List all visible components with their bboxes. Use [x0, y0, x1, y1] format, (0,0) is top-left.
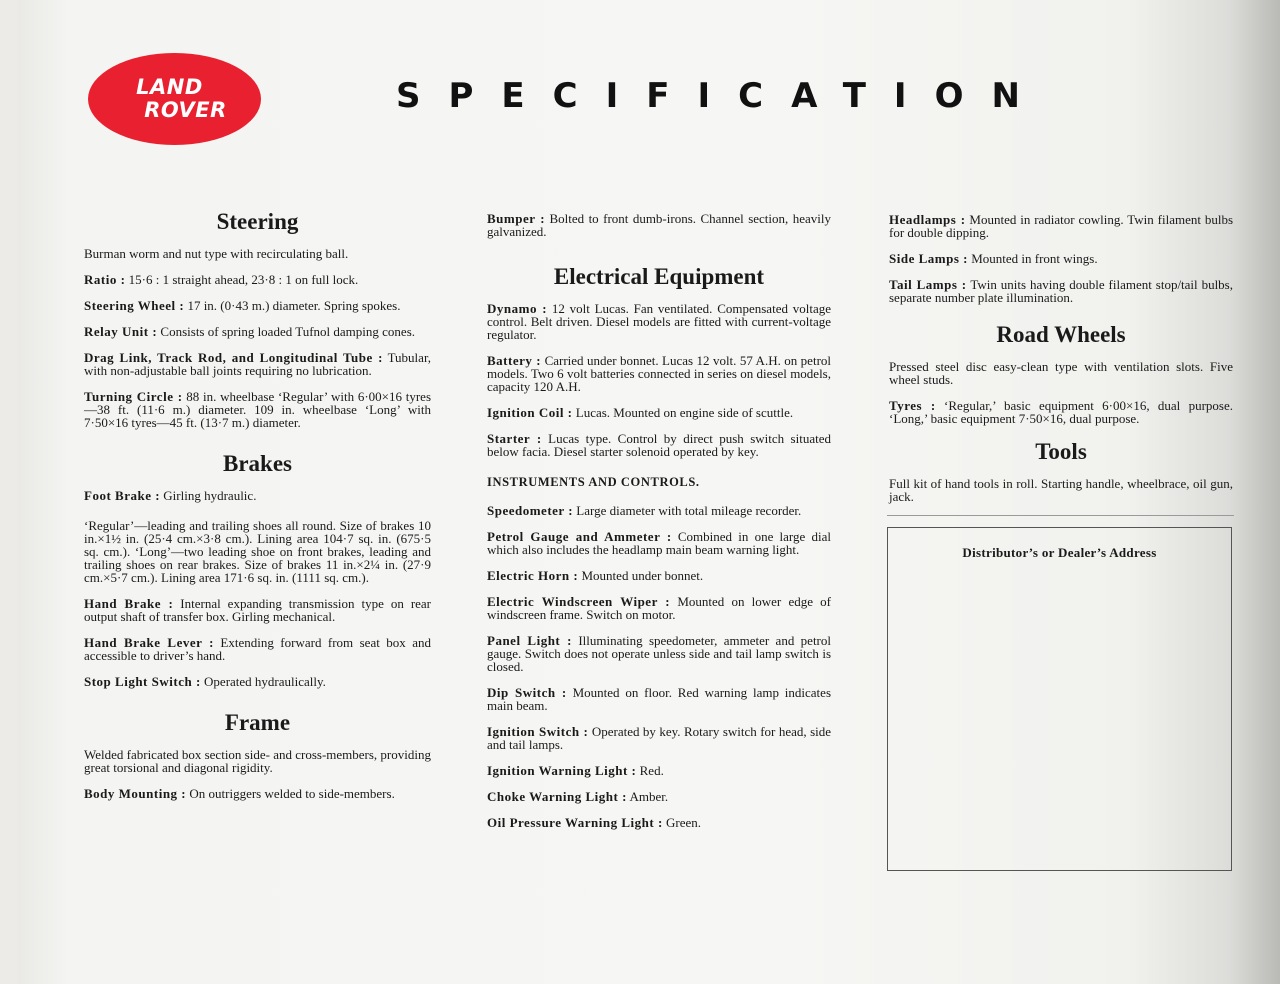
spec-item: Turning Circle : 88 in. wheelbase ‘Regular’ with 6·00×16 tyres—38 ft. (11·6 m.) diameter. 109 in. wheelbase ‘Long’ with 7·50×16 tyres—45 ft. (13·7 m.) diameter. — [84, 389, 432, 430]
spec-item: Relay Unit : Consists of spring loaded Tufnol damping cones. — [84, 324, 416, 339]
spec-item: Ignition Coil : Lucas. Mounted on engine side of scuttle. — [487, 405, 794, 420]
spec-item: Body Mounting : On outriggers welded to side-members. — [84, 786, 395, 801]
steering-intro: Burman worm and nut type with recirculating ball. — [84, 246, 349, 261]
spec-item: Side Lamps : Mounted in front wings. — [889, 251, 1098, 266]
spec-item: Ratio : 15·6 : 1 straight ahead, 23·8 : 1 on full lock. — [84, 272, 359, 287]
spec-item: Oil Pressure Warning Light : Green. — [487, 815, 702, 830]
tools-text: Full kit of hand tools in roll. Starting handle, wheelbrace, oil gun, jack. — [889, 476, 1233, 504]
spec-item: Stop Light Switch : Operated hydraulically. — [84, 674, 326, 689]
divider — [887, 515, 1234, 516]
brakes-paragraph: ‘Regular’—leading and trailing shoes all round. Size of brakes 10 in.×1½ in. (25·4 cm.×3·8 cm.). Lining area 104·7 sq. in. (675·5 sq. cm.). ‘Long’—two leading shoe on front brakes, leading and trailing shoes on rear brakes. Size of brakes 11 in.×2¼ in. (27·9 cm.×5·7 cm.). Lining area 171·6 sq. in. (1111 sq. cm.). — [84, 518, 431, 585]
spec-item: Petrol Gauge and Ammeter : Combined in one large dial which also includes the headlamp main beam warning light. — [487, 529, 831, 557]
frame-heading: Frame — [224, 710, 291, 735]
instruments-heading: INSTRUMENTS AND CONTROLS. — [487, 475, 700, 489]
spec-item: Tyres : ‘Regular,’ basic equipment 6·00×16, dual purpose. ‘Long,’ basic equipment 7·50×16, dual purpose. — [889, 398, 1233, 426]
logo-line-1: LAND — [136, 75, 203, 99]
spec-item: Ignition Switch : Operated by key. Rotary switch for head, side and tail lamps. — [487, 724, 832, 752]
spec-item: Speedometer : Large diameter with total mileage recorder. — [487, 503, 802, 518]
brakes-heading: Brakes — [223, 451, 292, 476]
column-left — [84, 207, 431, 813]
spec-item: Drag Link, Track Rod, and Longitudinal Tube : Tubular, with non-adjustable ball joints requiring no lubrication. — [84, 350, 432, 378]
spec-item: Panel Light : Illuminating speedometer, ammeter and petrol gauge. Switch does not operate unless side and tail lamp switch is closed. — [487, 633, 831, 674]
spec-item: Steering Wheel : 17 in. (0·43 m.) diameter. Spring spokes. — [84, 298, 401, 313]
dealer-address-box — [887, 527, 1232, 871]
dealer-address-label: Distributor’s or Dealer’s Address — [962, 545, 1157, 560]
tools-heading: Tools — [1035, 439, 1087, 464]
steering-heading: Steering — [216, 209, 299, 234]
spec-item: Choke Warning Light : Amber. — [487, 789, 669, 804]
spec-item: Tail Lamps : Twin units having double filament stop/tail bulbs, separate number plate illumination. — [889, 277, 1233, 305]
spec-item: Hand Brake : Internal expanding transmission type on rear output shaft of transfer box. Girling mechanical. — [84, 596, 432, 624]
spec-item: Electric Windscreen Wiper : Mounted on lower edge of windscreen frame. Switch on motor. — [487, 594, 832, 622]
spec-item: Dip Switch : Mounted on floor. Red warning lamp indicates main beam. — [487, 685, 832, 713]
spec-item: Electric Horn : Mounted under bonnet. — [487, 568, 704, 583]
frame-intro: Welded fabricated box section side- and cross-members, providing great torsional and diagonal rigidity. — [84, 747, 431, 775]
spec-item: Hand Brake Lever : Extending forward from seat box and accessible to driver’s hand. — [84, 635, 431, 663]
spec-item: Foot Brake : Girling hydraulic. — [84, 488, 257, 503]
page-title: SPECIFICATION — [396, 76, 1048, 116]
electrical-heading: Electrical Equipment — [553, 264, 765, 289]
logo-line-2: ROVER — [144, 98, 227, 122]
column-right — [889, 213, 1233, 516]
spec-item: Bumper : Bolted to front dumb-irons. Channel section, heavily galvanized. — [487, 211, 831, 239]
spec-item: Ignition Warning Light : Red. — [487, 763, 664, 778]
road-wheels-intro: Pressed steel disc easy-clean type with ventilation slots. Five wheel studs. — [889, 359, 1233, 387]
spec-item: Dynamo : 12 volt Lucas. Fan ventilated. Compensated voltage control. Belt driven. Diesel models are fitted with current-voltage regulator. — [487, 301, 831, 342]
land-rover-logo — [88, 53, 261, 145]
spec-item: Starter : Lucas type. Control by direct push switch situated below facia. Diesel starter solenoid operated by key. — [487, 431, 831, 459]
road-wheels-heading: Road Wheels — [996, 322, 1126, 347]
spec-item: Headlamps : Mounted in radiator cowling. Twin filament bulbs for double dipping. — [889, 212, 1234, 240]
spec-item: Battery : Carried under bonnet. Lucas 12 volt. 57 A.H. on petrol models. Two 6 volt batteries connected in series on diesel models, capacity 120 A.H. — [487, 353, 832, 394]
column-middle — [487, 212, 831, 842]
